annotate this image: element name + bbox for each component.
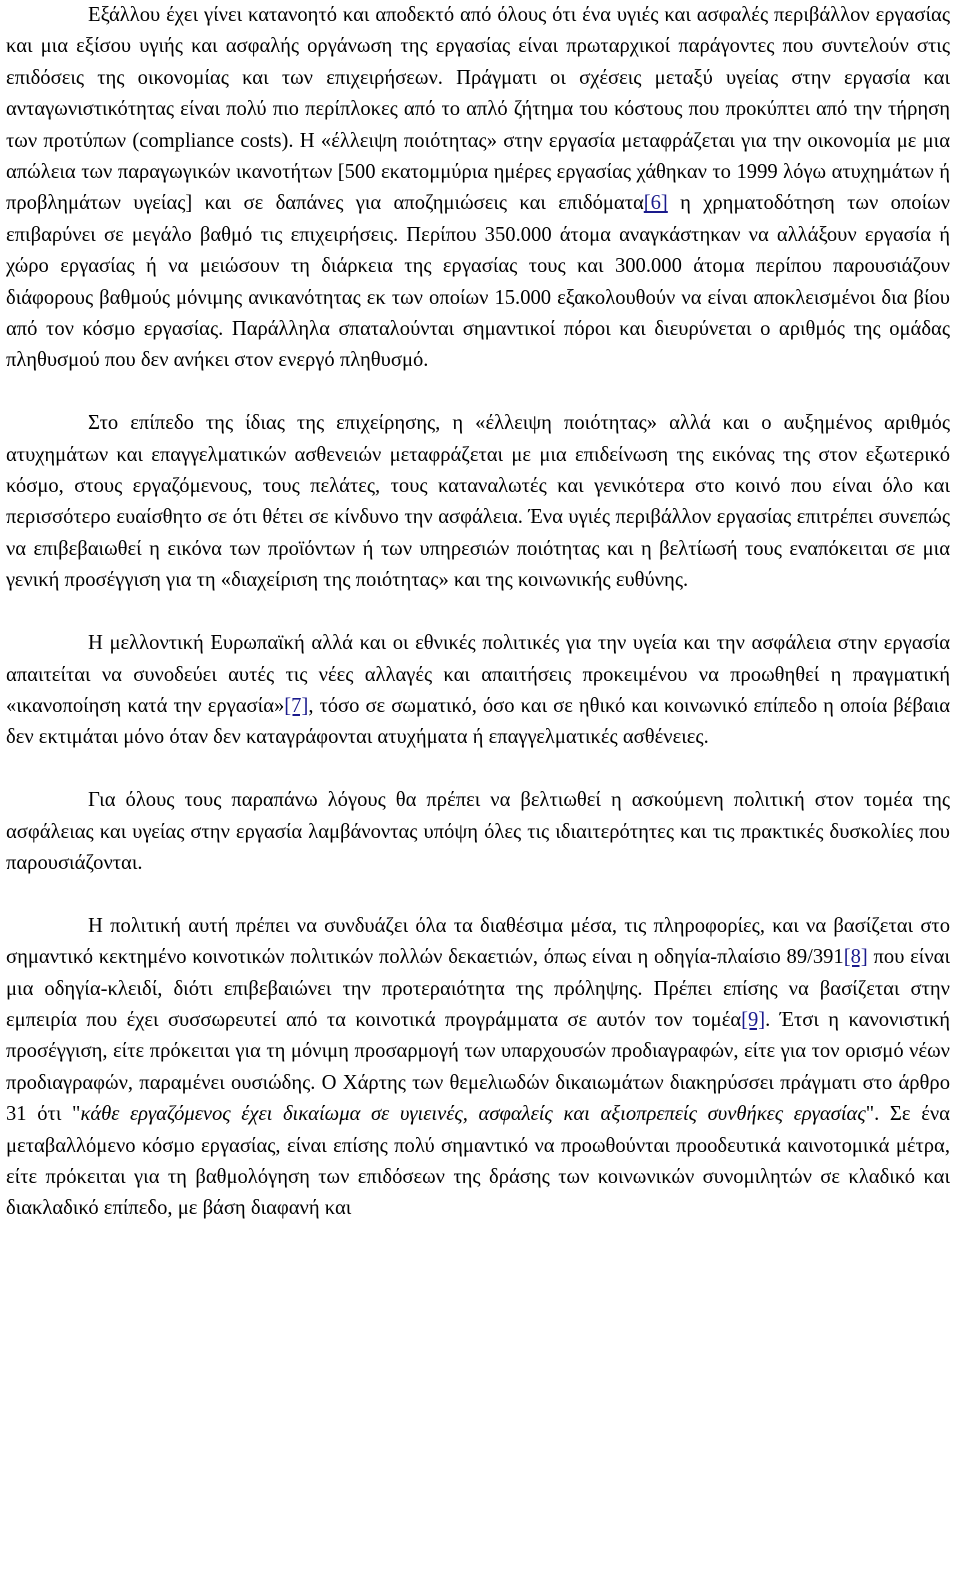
paragraph-5-text-d: ". Σε ένα μεταβαλλόμενο κόσμο εργασίας, είναι επίσης πολύ σημαντικό να προωθούνται προοδευτικά καινοτομικά μέτρα, είτε πρόκειται για τη βαθμολόγηση των επιδόσεων της δράσης των κοινωνικών συνομιλητών σε κλαδικό και διακλαδικό επίπεδο, με βάση διαφανή και xyxy=(6,1103,950,1220)
paragraph-5-text-a: Η πολιτική αυτή πρέπει να συνδυάζει όλα τα διαθέσιμα μέσα, τις πληροφορίες, και να βασίζεται στο σημαντικό κεκτημένο κοινοτικών πολιτικών πολλών δεκαετιών, όπως είναι η οδηγία-πλαίσιο 89/391 xyxy=(6,914,950,969)
paragraph-4-text: Για όλους τους παραπάνω λόγους θα πρέπει να βελτιωθεί η ασκούμενη πολιτική στον τομέα της ασφάλειας και υγείας στην εργασία λαμβάνοντας υπόψη όλες τις ιδιαιτερότητες και τις πρακτικές δυσκολίες που παρουσιάζονται. xyxy=(6,789,950,874)
footnote-link-9[interactable]: [9] xyxy=(741,1008,766,1031)
document-page xyxy=(6,0,950,1256)
footnote-link-8[interactable]: [8] xyxy=(843,946,868,969)
paragraph-4 xyxy=(6,785,950,879)
paragraph-2-text: Στο επίπεδο της ίδιας της επιχείρησης, η «έλλειψη ποιότητας» αλλά και ο αυξημένος αριθμός ατυχημάτων και επαγγελματικών ασθενειών μεταφράζεται με μια επιδείνωση της εικόνας της στον εξωτερικό κόσμο, στους εργαζόμενους, τους πελάτες, τους καταναλωτές και γενικότερα στο κοινό που είναι όλο και περισσότερο ευαίσθητο σε ότι θέτει σε κίνδυνο την ασφάλεια. Ένα υγιές περιβάλλον εργασίας επιτρέπει συνεπώς να επιβεβαιωθεί η εικόνα των προϊόντων ή των υπηρεσιών ποιότητας και η βελτίωσή τους εναπόκειται σε μια γενική προσέγγιση για τη «διαχείριση της ποιότητας» και της κοινωνικής ευθύνης. xyxy=(6,412,950,592)
paragraph-1-text-a: Εξάλλου έχει γίνει κατανοητό και αποδεκτό από όλους ότι ένα υγιές και ασφαλές περιβάλλον εργασίας και μια εξίσου υγιής και ασφαλής οργάνωση της εργασίας είναι πρωταρχικοί παράγοντες που συντελούν στις επιδόσεις της οικονομίας και των επιχειρήσεων. Πράγματι οι σχέσεις μεταξύ υγείας στην εργασία και ανταγωνιστικότητας είναι πολύ πιο περίπλοκες από το απλό ζήτημα του κόστους που προκύπτει από την τήρηση των προτύπων (compliance costs). Η «έλλειψη ποιότητας» στην εργασία μεταφράζεται για την οικονομία με μια απώλεια των παραγωγικών ικανοτήτων [500 εκατομμύρια ημέρες εργασίας χάθηκαν το 1999 λόγω ατυχημάτων ή προβλημάτων υγείας] και σε δαπάνες για αποζημιώσεις και επιδόματα xyxy=(6,4,950,215)
charter-quote: κάθε εργαζόμενος έχει δικαίωμα σε υγιεινές, ασφαλείς και αξιοπρεπείς συνθήκες εργασίας xyxy=(80,1103,866,1126)
paragraph-5 xyxy=(6,911,950,1225)
paragraph-1 xyxy=(6,0,950,377)
paragraph-5-text-b: που είναι μια οδηγία-κλειδί, διότι επιβεβαιώνει την προτεραιότητα της πρόληψης. Πρέπει επίσης να βασίζεται στην εμπειρία που έχει συσσωρευτεί από τα κοινοτικά προγράμματα σε αυτόν τον τομέα xyxy=(6,946,950,1031)
paragraph-3-text-b: , τόσο σε σωματικό, όσο και σε ηθικό και κοινωνικό επίπεδο η οποία βέβαια δεν εκτιμάται μόνο όταν δεν καταγράφονται ατυχήματα ή επαγγελματικές ασθένειες. xyxy=(6,694,951,749)
footnote-link-6[interactable]: [6] xyxy=(643,192,668,215)
paragraph-3-text-a: Η μελλοντική Ευρωπαϊκή αλλά και οι εθνικές πολιτικές για την υγεία και την ασφάλεια στην εργασία απαιτείται να συνοδεύει αυτές τις νέες αλλαγές και απαιτήσεις προκειμένου να προωθηθεί η πραγματική «ικανοποίηση κατά την εργασία» xyxy=(6,632,950,717)
paragraph-5-text-c: . Έτσι η κανονιστική προσέγγιση, είτε πρόκειται για τη μόνιμη προσαρμογή των υπαρχουσών προδιαγραφών, είτε για τον ορισμό νέων προδιαγραφών, παραμένει ουσιώδης. Ο Χάρτης των θεμελιωδών δικαιωμάτων διακηρύσσει πράγματι στο άρθρο 31 ότι " xyxy=(6,1008,950,1126)
paragraph-2 xyxy=(6,408,950,596)
paragraph-1-text-b: η χρηματοδότηση των οποίων επιβαρύνει σε μεγάλο βαθμό τις επιχειρήσεις. Περίπου 350.000 άτομα αναγκάστηκαν να αλλάξουν εργασία ή χώρο εργασίας ή να μειώσουν τη διάρκεια της εργασίας τους και 300.000 άτομα περίπου παρουσιάζουν διάφορους βαθμούς μόνιμης ανικανότητας εκ των οποίων 15.000 εξακολουθούν να είναι αποκλεισμένοι δια βίου από τον κόσμο εργασίας. Παράλληλα σπαταλούνται σημαντικοί πόροι και διευρύνεται ο αριθμός της ομάδας πληθυσμού που δεν ανήκει στον ενεργό πληθυσμό. xyxy=(6,192,950,372)
paragraph-3 xyxy=(6,628,950,754)
footnote-link-7[interactable]: [7] xyxy=(284,694,309,717)
